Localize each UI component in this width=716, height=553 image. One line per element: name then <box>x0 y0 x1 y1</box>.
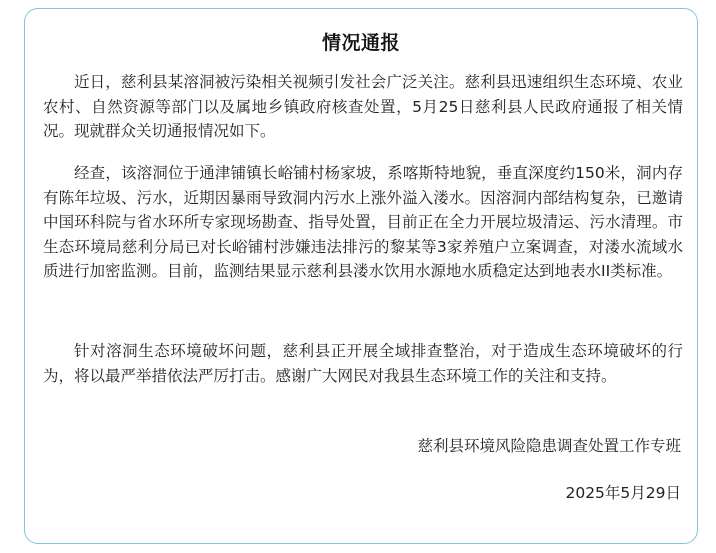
notice-date: 2025年5月29日 <box>565 484 681 502</box>
notice-card <box>24 8 698 544</box>
notice-paragraph-2: 经查，该溶洞位于通津铺镇长峪铺村杨家坡，系喀斯特地貌，垂直深度约150米，洞内存有陈年垃圾、污水，近期因暴雨导致洞内污水上涨外溢入溇水。因溶洞内部结构复杂，已邀请中国环科院与省水环所专家现场勘查、指导处置，目前正在全力开展垃圾清运、污水清理。市生态环境局慈利分局已对长峪铺村涉嫌违法排污的黎某等3家养殖户立案调查，对溇水流域水质进行加密监测。目前，监测结果显示慈利县溇水饮用水源地水质稳定达到地表水II类标准。 <box>43 164 683 280</box>
notice-title: 情况通报 <box>321 32 400 54</box>
notice-paragraph-1: 近日，慈利县某溶洞被污染相关视频引发社会广泛关注。慈利县迅速组织生态环境、农业农村、自然资源等部门以及属地乡镇政府核查处置，5月25日慈利县人民政府通报了相关情况。现就群众关切通报情况如下。 <box>43 73 683 140</box>
notice-signature: 慈利县环境风险隐患调查处置工作专班 <box>417 437 681 455</box>
notice-paragraph-3: 针对溶洞生态环境破坏问题，慈利县正开展全域排查整治，对于造成生态环境破坏的行为，将以最严举措依法严厉打击。感谢广大网民对我县生态环境工作的关注和支持。 <box>43 342 683 385</box>
